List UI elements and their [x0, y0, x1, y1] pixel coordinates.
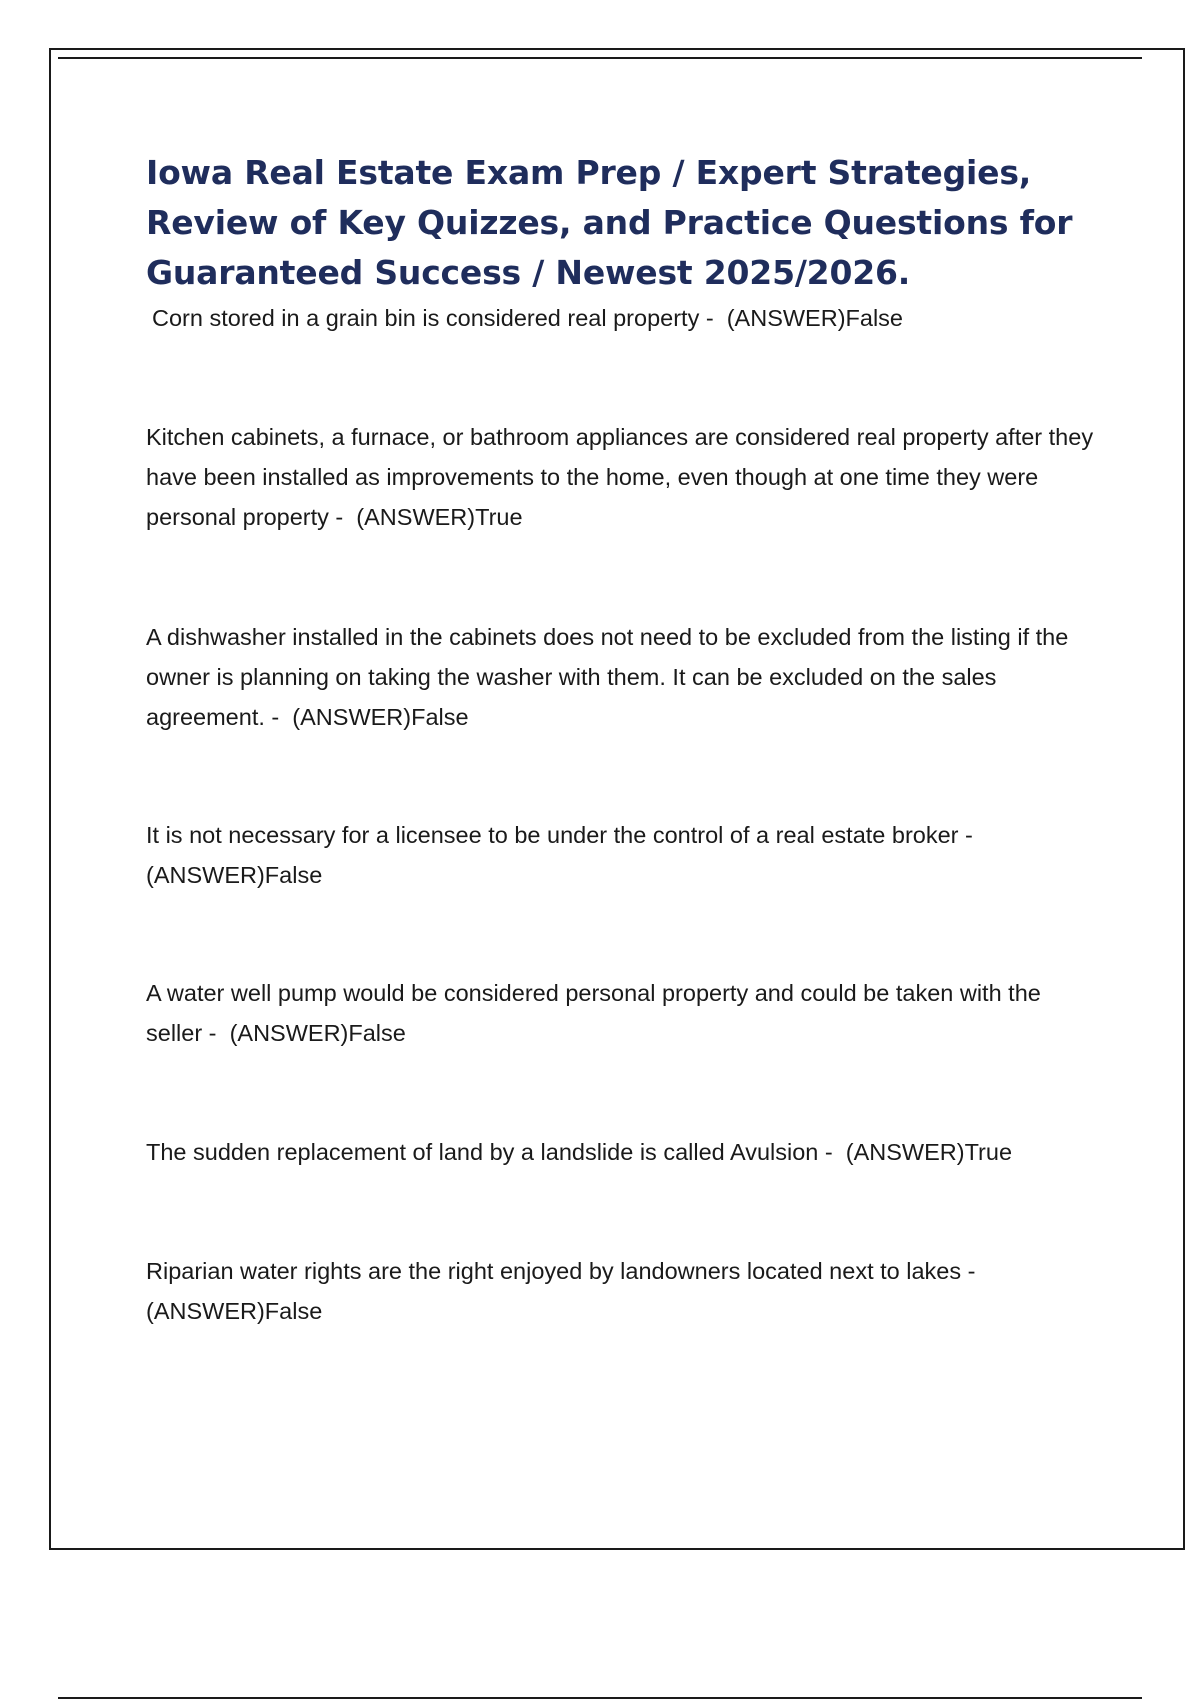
- qa-item: [146, 815, 1096, 895]
- question-text: It is not necessary for a licensee to be under the control of a real estate broker -: [146, 822, 973, 848]
- document-title: Iowa Real Estate Exam Prep / Expert Strategies, Review of Key Quizzes, and Practice Questions for Guaranteed Success / Newest 2025/2026.: [146, 153, 1073, 292]
- question-text: A dishwasher installed in the cabinets does not need to be excluded from the listing if the owner is planning on taking the washer with them. It can be excluded on the sales agreement. -: [146, 624, 1069, 730]
- question-text: A water well pump would be considered personal property and could be taken with the seller -: [146, 980, 1041, 1046]
- question-text: Corn stored in a grain bin is considered real property -: [152, 305, 721, 331]
- answer-text: (ANSWER)True: [349, 504, 523, 530]
- answer-text: (ANSWER)False: [285, 704, 469, 730]
- answer-text: (ANSWER)False: [720, 305, 903, 331]
- answer-text: (ANSWER)False: [146, 862, 323, 888]
- bottom-rule: [58, 1697, 1142, 1699]
- qa-item: [146, 1251, 1096, 1331]
- qa-item: [146, 617, 1096, 737]
- question-text: Kitchen cabinets, a furnace, or bathroom appliances are considered real property after they have been installed as improvements to the home, even though at one time they were personal property -: [146, 424, 1094, 530]
- top-rule: [58, 57, 1142, 59]
- question-list: [146, 298, 1096, 1331]
- qa-item: [146, 417, 1096, 537]
- qa-item: [146, 973, 1096, 1053]
- question-text: Riparian water rights are the right enjoyed by landowners located next to lakes -: [146, 1258, 976, 1284]
- qa-item: [146, 1132, 1096, 1172]
- question-text: The sudden replacement of land by a landslide is called Avulsion -: [146, 1139, 840, 1165]
- qa-item: [152, 298, 1096, 338]
- answer-text: (ANSWER)False: [146, 1298, 323, 1324]
- document-body: [146, 148, 1096, 1331]
- answer-text: (ANSWER)False: [223, 1020, 406, 1046]
- answer-text: (ANSWER)True: [839, 1139, 1013, 1165]
